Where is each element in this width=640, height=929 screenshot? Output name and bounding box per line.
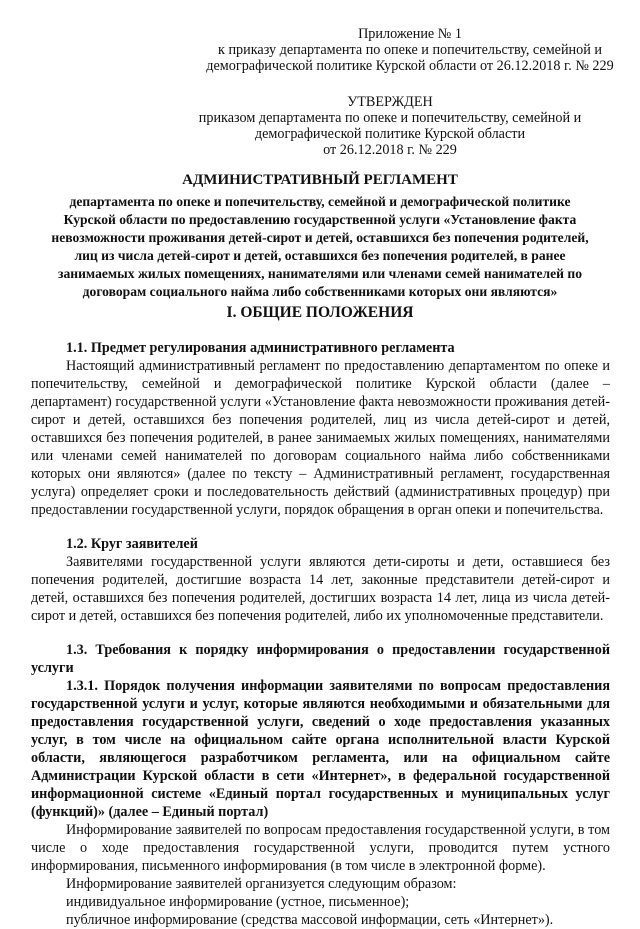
- paragraph-individual: индивидуальное информирование (устное, письменное);: [66, 894, 410, 910]
- attachment-line-2: к приказу департамента по опеке и попечительству, семейной и: [218, 42, 602, 58]
- subtitle-line: занимаемых жилых помещениях, нанимателями или членами семей нанимателей по: [57, 266, 583, 281]
- subsection-1-3-heading: 1.3. Требования к порядку информирования о предоставлении государственной услуги: [31, 642, 610, 676]
- attachment-header: [190, 26, 630, 74]
- subtitle-line: невозможности проживания детей-сирот и детей, оставшихся без попечения родителей,: [51, 230, 589, 245]
- section-heading: I. ОБЩИЕ ПОЛОЖЕНИЯ: [226, 304, 414, 321]
- approved-line-1: УТВЕРЖДЕН: [347, 94, 433, 110]
- approved-line-3: демографической политике Курской области: [254, 126, 526, 142]
- attachment-line-1: Приложение № 1: [358, 26, 462, 42]
- attachment-line-3: демографической политике Курской области от 26.12.2018 г. № 229: [206, 58, 614, 74]
- subsection-1-2-heading: 1.2. Круг заявителей: [66, 536, 198, 552]
- paragraph-organized: Информирование заявителей организуется следующим образом:: [66, 876, 457, 892]
- approved-line-4: от 26.12.2018 г. № 229: [323, 142, 457, 158]
- subtitle-line: лиц из числа детей-сирот и детей, оставшихся без попечения родителей, в ранее: [74, 248, 566, 263]
- subtitle-line: договорам социального найма либо собственниками которых они являются»: [82, 284, 558, 299]
- subsection-1-1-heading: 1.1. Предмет регулирования административного регламента: [66, 340, 455, 356]
- subsection-1-1-text: Настоящий административный регламент по предоставлению департаментом по опеке и попечительству, семейной и демографической политике Курской области (далее – департамент) государственной услуги «Установление факта невозможности проживания детей-сирот и детей, оставшихся без попечения родителей, лиц из числа детей-сирот и детей, оставшихся без попечения родителей, в ранее занимаемых жилых помещениях, нанимателями или членами семей нанимателей по договорам социального найма либо собственниками которых они являются» (далее по тексту – Административный регламент, государственная услуга) определяет сроки и последовательность действий (административных процедур) при предоставлении государственной услуги, порядок обращения в орган опеки и попечительства.: [31, 358, 610, 518]
- subsection-1-2-text: Заявителями государственной услуги являются дети-сироты и дети, оставшиеся без попечения родителей, достигшие возраста 14 лет, законные представители детей-сирот и детей, оставшихся без попечения родителей, достигших возраста 14 лет, лица из числа детей-сирот и детей, оставшихся без попечения родителей, либо их уполномоченные представители.: [31, 554, 610, 624]
- paragraph-informing: Информирование заявителей по вопросам предоставления государственной услуги, в том числе о ходе предоставления государственной услуги, проводится путем устного информирования, письменного информирования (в том числе в электронной форме).: [31, 822, 610, 874]
- section-1-body: [31, 339, 610, 929]
- subtitle-line: департамента по опеке и попечительству, семейной и демографической политике: [69, 194, 571, 209]
- approval-header: [150, 94, 630, 158]
- document-title: АДМИНИСТРАТИВНЫЙ РЕГЛАМЕНТ: [182, 172, 458, 188]
- approved-line-2: приказом департамента по опеке и попечительству, семейной и: [198, 110, 582, 126]
- paragraph-public: публичное информирование (средства массовой информации, сеть «Интернет»).: [66, 912, 554, 928]
- subsection-1-3-1-text: 1.3.1. Порядок получения информации заявителями по вопросам предоставления государственной услуги и услуг, которые являются необходимыми и обязательными для предоставления государственной услуги, сведений о ходе предоставления указанных услуг, в том числе на официальном сайте органа исполнительной власти Курской области, являющегося разработчиком регламента, или на официальном сайте Администрации Курской области в сети «Интернет», в федеральной государственной информационной системе «Единый портал государственных и муниципальных услуг (функций)» (далее – Единый портал): [31, 678, 610, 820]
- subtitle-line: Курской области по предоставлению государственной услуги «Установление факта: [63, 212, 577, 227]
- document-subtitle: [26, 193, 614, 301]
